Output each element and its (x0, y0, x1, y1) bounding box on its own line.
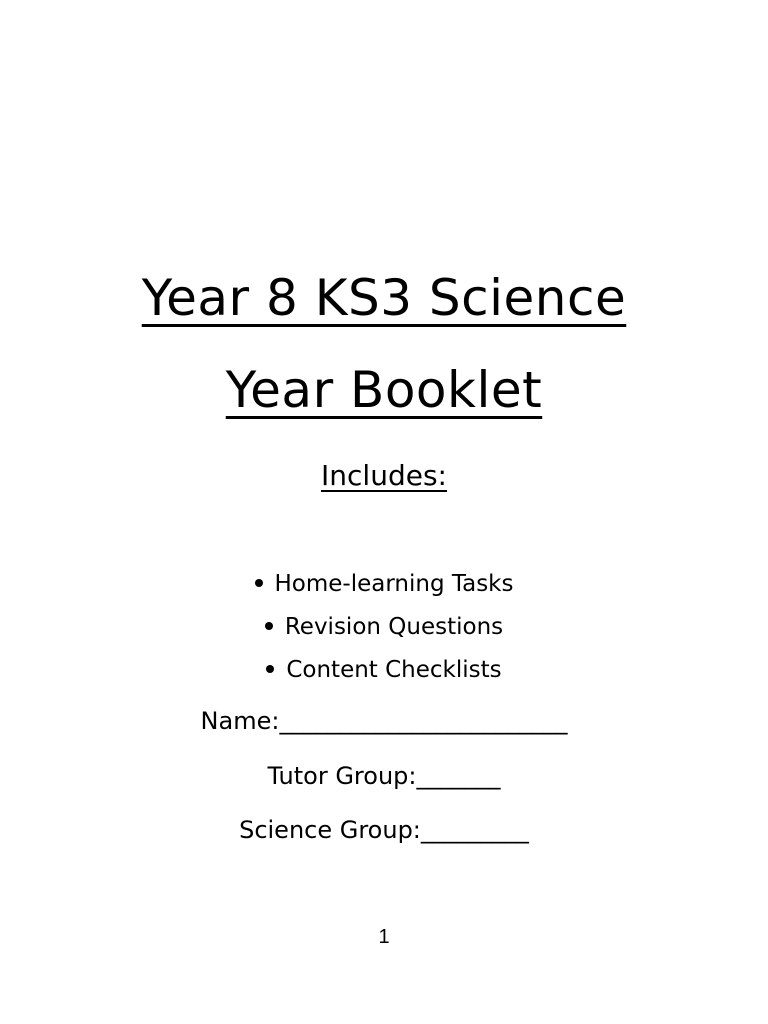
title-line-1 (0, 268, 768, 328)
name-field: Name:________________________ (200, 707, 568, 735)
list-item (0, 563, 768, 606)
bullet-icon (265, 622, 273, 630)
list-item (0, 649, 768, 692)
science-group-field: Science Group:_________ (239, 816, 529, 844)
includes-list (0, 563, 768, 692)
bullet-icon (266, 665, 274, 673)
includes-heading (0, 458, 768, 494)
list-item-text: Home-learning Tasks (274, 571, 514, 597)
bullet-icon (255, 579, 263, 587)
list-item-text: Content Checklists (286, 657, 502, 683)
title-line-1-text: Year 8 KS3 Science (141, 269, 627, 327)
list-item-text: Revision Questions (284, 614, 504, 640)
list-item (0, 606, 768, 649)
title-line-2 (0, 360, 768, 420)
title-line-2-text: Year Booklet (225, 361, 543, 419)
includes-label: Includes: (321, 459, 447, 492)
page-number: 1 (378, 926, 390, 948)
tutor-group-field: Tutor Group:_______ (267, 762, 501, 790)
